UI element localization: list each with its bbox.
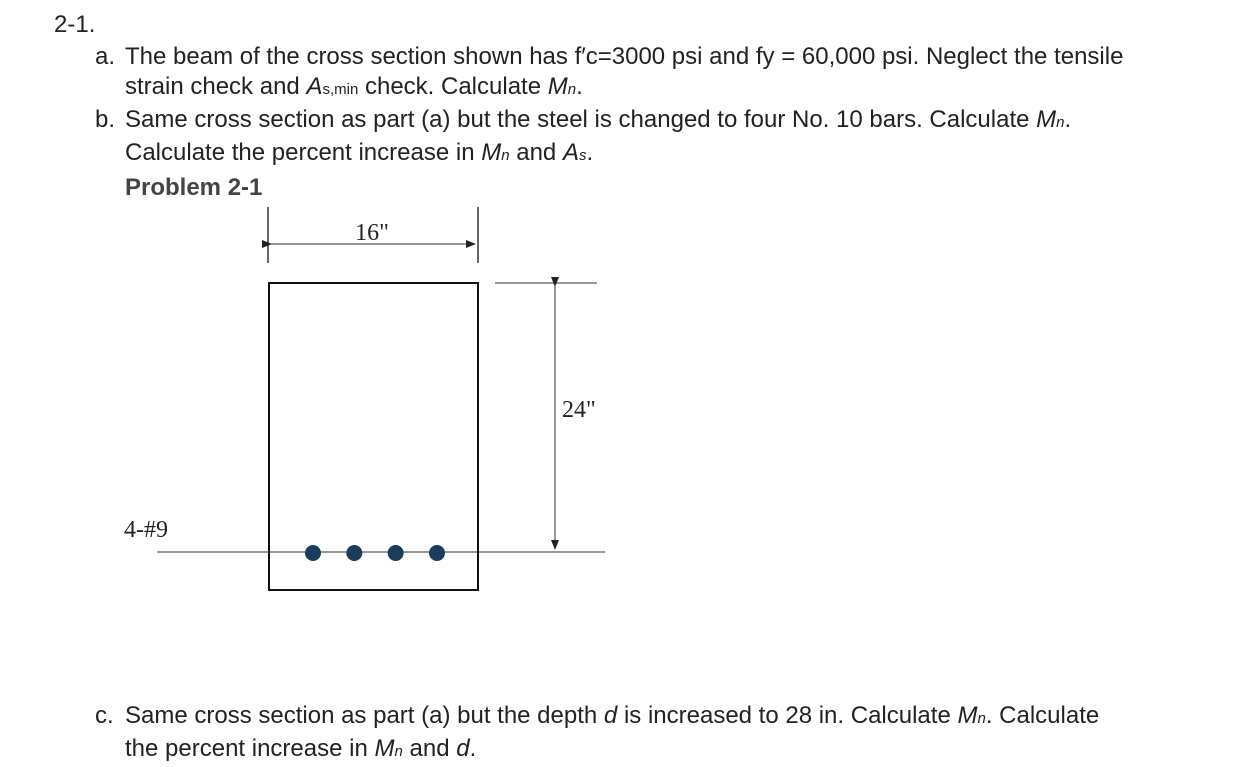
part-a-var-as: A xyxy=(306,73,323,100)
part-c-line1 xyxy=(125,701,1099,734)
part-b-line2-end: . xyxy=(586,139,594,166)
part-b-var-as: A xyxy=(562,139,579,166)
part-c-sub-n2: n xyxy=(394,743,403,760)
rebar-label: 4-#9 xyxy=(124,517,168,543)
problem-number: 2-1. xyxy=(54,11,96,38)
part-c-var-d: d xyxy=(603,702,618,729)
part-c-line2-end: . xyxy=(469,735,477,762)
rebar-group xyxy=(305,545,445,561)
part-c-line1-mid: is increased to 28 in. Calculate xyxy=(617,702,958,729)
part-a-line1: The beam of the cross section shown has f′c=3000 psi and fy = 60,000 psi. Neglect the tensile xyxy=(125,43,1124,70)
part-b-sub-n2: n xyxy=(501,147,510,164)
part-b-line1-pre: Same cross section as part (a) but the steel is changed to four No. 10 bars. Calculate xyxy=(125,106,1037,133)
part-b-sub-s: s xyxy=(578,147,587,164)
part-c-line2-pre: the percent increase in xyxy=(125,735,375,762)
part-a-letter: a. xyxy=(95,43,116,70)
part-a-sub-n: n xyxy=(567,81,577,98)
part-b-line2-mid: and xyxy=(509,139,563,166)
part-a-var-mn: M xyxy=(547,73,568,100)
part-a-line2-end: . xyxy=(576,73,583,100)
part-b-var-mn: M xyxy=(1036,106,1057,133)
part-c-letter: c. xyxy=(95,702,114,729)
part-c-line2-mid: and xyxy=(402,735,457,762)
rebar-bar xyxy=(429,545,445,561)
part-c-var-mn2: M xyxy=(374,735,395,762)
beam-section xyxy=(269,283,478,590)
rebar-bar xyxy=(388,545,404,561)
figure-title: Problem 2-1 xyxy=(125,174,263,201)
part-c-line2 xyxy=(125,734,476,767)
part-c-line1-end: . Calculate xyxy=(985,702,1100,729)
part-b-line2-pre: Calculate the percent increase in xyxy=(125,139,482,166)
part-b-letter: b. xyxy=(95,106,116,133)
part-c-sub-n: n xyxy=(977,710,986,727)
part-b-var-mn2: M xyxy=(481,139,502,166)
part-c-var-mn: M xyxy=(957,702,978,729)
part-a-sub-smin: s,min xyxy=(322,81,359,98)
part-c-line1-pre: Same cross section as part (a) but the depth xyxy=(125,702,604,729)
rebar-bar xyxy=(346,545,362,561)
width-label: 16" xyxy=(355,220,389,246)
part-b-sub-n: n xyxy=(1056,114,1065,131)
part-a-line2-pre: strain check and xyxy=(125,73,307,100)
part-c-var-d2: d xyxy=(456,735,470,762)
rebar-bar xyxy=(305,545,321,561)
part-a-line2-mid: check. Calculate xyxy=(358,73,548,100)
part-b-line1-end: . xyxy=(1064,106,1072,133)
height-label: 24" xyxy=(562,397,596,423)
